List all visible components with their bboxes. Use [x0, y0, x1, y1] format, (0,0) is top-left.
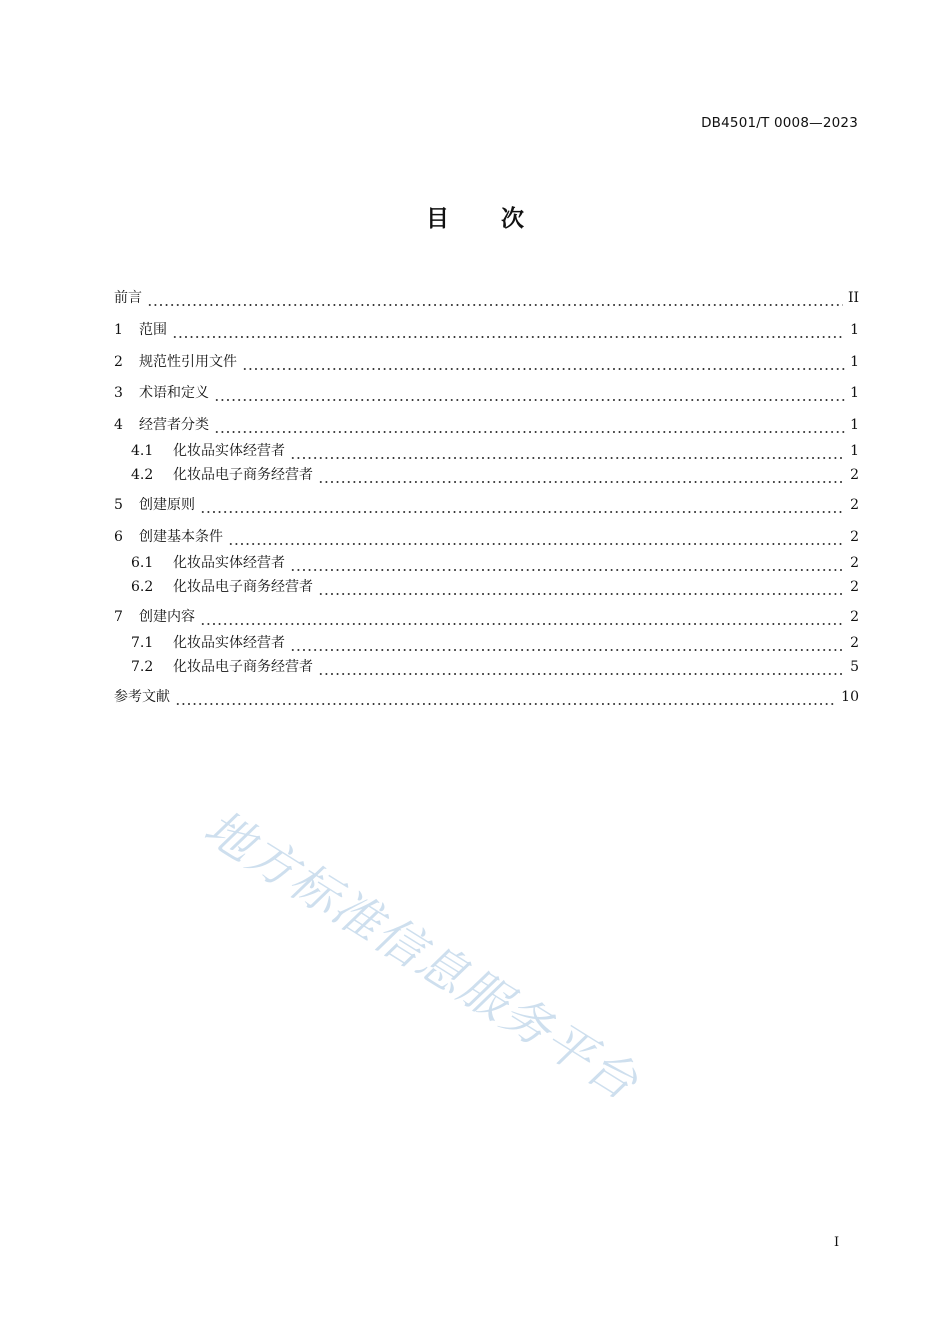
- toc-entry-label: 化妆品电子商务经营者: [173, 467, 313, 483]
- toc-entry-label: 经营者分类: [139, 417, 209, 433]
- table-of-contents: [114, 0, 859, 760]
- toc-entry-page: 2: [850, 579, 859, 595]
- toc-entry-content[interactable]: [114, 607, 859, 627]
- toc-entry-7-2[interactable]: [114, 657, 859, 677]
- toc-entry-label: 化妆品电子商务经营者: [173, 659, 313, 675]
- dot-leader: [214, 383, 845, 403]
- toc-entry-label: 前言: [114, 290, 142, 306]
- toc-entry-number: 2: [114, 354, 123, 370]
- toc-entry-number: 1: [114, 322, 123, 338]
- toc-entry-number: 6: [114, 529, 123, 545]
- dot-leader: [172, 320, 845, 340]
- toc-entry-number: 3: [114, 385, 123, 401]
- toc-entry-number: 7: [114, 609, 123, 625]
- toc-entry-page: 1: [850, 322, 859, 338]
- dot-leader: [290, 553, 845, 573]
- toc-entry-page: 10: [841, 689, 859, 705]
- toc-entry-number: 7.1: [131, 635, 154, 651]
- toc-entry-page: II: [847, 290, 859, 306]
- toc-entry-page: 2: [850, 609, 859, 625]
- page-number: I: [834, 1235, 840, 1250]
- toc-entry-page: 2: [850, 497, 859, 513]
- toc-entry-number: 6.1: [131, 555, 154, 571]
- toc-entry-6-1[interactable]: [114, 553, 859, 573]
- toc-title-char-1: 目: [426, 206, 449, 232]
- dot-leader: [214, 415, 845, 435]
- dot-leader: [318, 657, 845, 677]
- dot-leader: [228, 527, 845, 547]
- toc-entry-operator-classification[interactable]: [114, 415, 859, 435]
- toc-entry-label: 化妆品电子商务经营者: [173, 579, 313, 595]
- dot-leader: [318, 465, 845, 485]
- toc-entry-bibliography[interactable]: [114, 687, 859, 707]
- toc-entry-number: 6.2: [131, 579, 154, 595]
- watermark: 地方标准信息服务平台: [194, 799, 649, 1112]
- toc-title-char-2: 次: [501, 206, 524, 232]
- dot-leader: [200, 495, 845, 515]
- toc-entry-foreword[interactable]: [114, 288, 859, 308]
- toc-entry-page: 2: [850, 529, 859, 545]
- toc-entry-label: 参考文献: [114, 689, 170, 705]
- toc-entry-number: 4.2: [131, 467, 154, 483]
- toc-entry-label: 创建内容: [139, 609, 195, 625]
- toc-entry-number: 5: [114, 497, 123, 513]
- toc-entry-page: 2: [850, 635, 859, 651]
- toc-entry-4-1[interactable]: [114, 441, 859, 461]
- dot-leader: [242, 352, 845, 372]
- dot-leader: [175, 687, 836, 707]
- toc-entry-label: 化妆品实体经营者: [173, 635, 285, 651]
- toc-entry-number: 7.2: [131, 659, 154, 675]
- toc-entry-label: 化妆品实体经营者: [173, 443, 285, 459]
- dot-leader: [200, 607, 845, 627]
- document-code: DB4501/T 0008—2023: [701, 115, 858, 131]
- toc-entry-basic-conditions[interactable]: [114, 527, 859, 547]
- toc-entry-label: 创建原则: [139, 497, 195, 513]
- toc-entry-label: 范围: [139, 322, 167, 338]
- toc-entry-page: 1: [850, 354, 859, 370]
- toc-entry-page: 2: [850, 467, 859, 483]
- dot-leader: [318, 577, 845, 597]
- toc-entry-normative-references[interactable]: [114, 352, 859, 372]
- dot-leader: [147, 288, 843, 308]
- dot-leader: [290, 441, 845, 461]
- toc-entry-label: 创建基本条件: [139, 529, 223, 545]
- toc-entry-scope[interactable]: [114, 320, 859, 340]
- toc-entry-7-1[interactable]: [114, 633, 859, 653]
- toc-entry-principles[interactable]: [114, 495, 859, 515]
- toc-entry-page: 1: [850, 417, 859, 433]
- toc-entry-page: 1: [850, 385, 859, 401]
- toc-entry-page: 5: [850, 659, 859, 675]
- toc-entry-number: 4.1: [131, 443, 154, 459]
- toc-entry-label: 规范性引用文件: [139, 354, 237, 370]
- toc-entry-terms-definitions[interactable]: [114, 383, 859, 403]
- toc-entry-label: 化妆品实体经营者: [173, 555, 285, 571]
- dot-leader: [290, 633, 845, 653]
- toc-entry-label: 术语和定义: [139, 385, 209, 401]
- toc-entry-4-2[interactable]: [114, 465, 859, 485]
- toc-entry-6-2[interactable]: [114, 577, 859, 597]
- toc-entry-page: 2: [850, 555, 859, 571]
- toc-entry-page: 1: [850, 443, 859, 459]
- toc-entry-number: 4: [114, 417, 123, 433]
